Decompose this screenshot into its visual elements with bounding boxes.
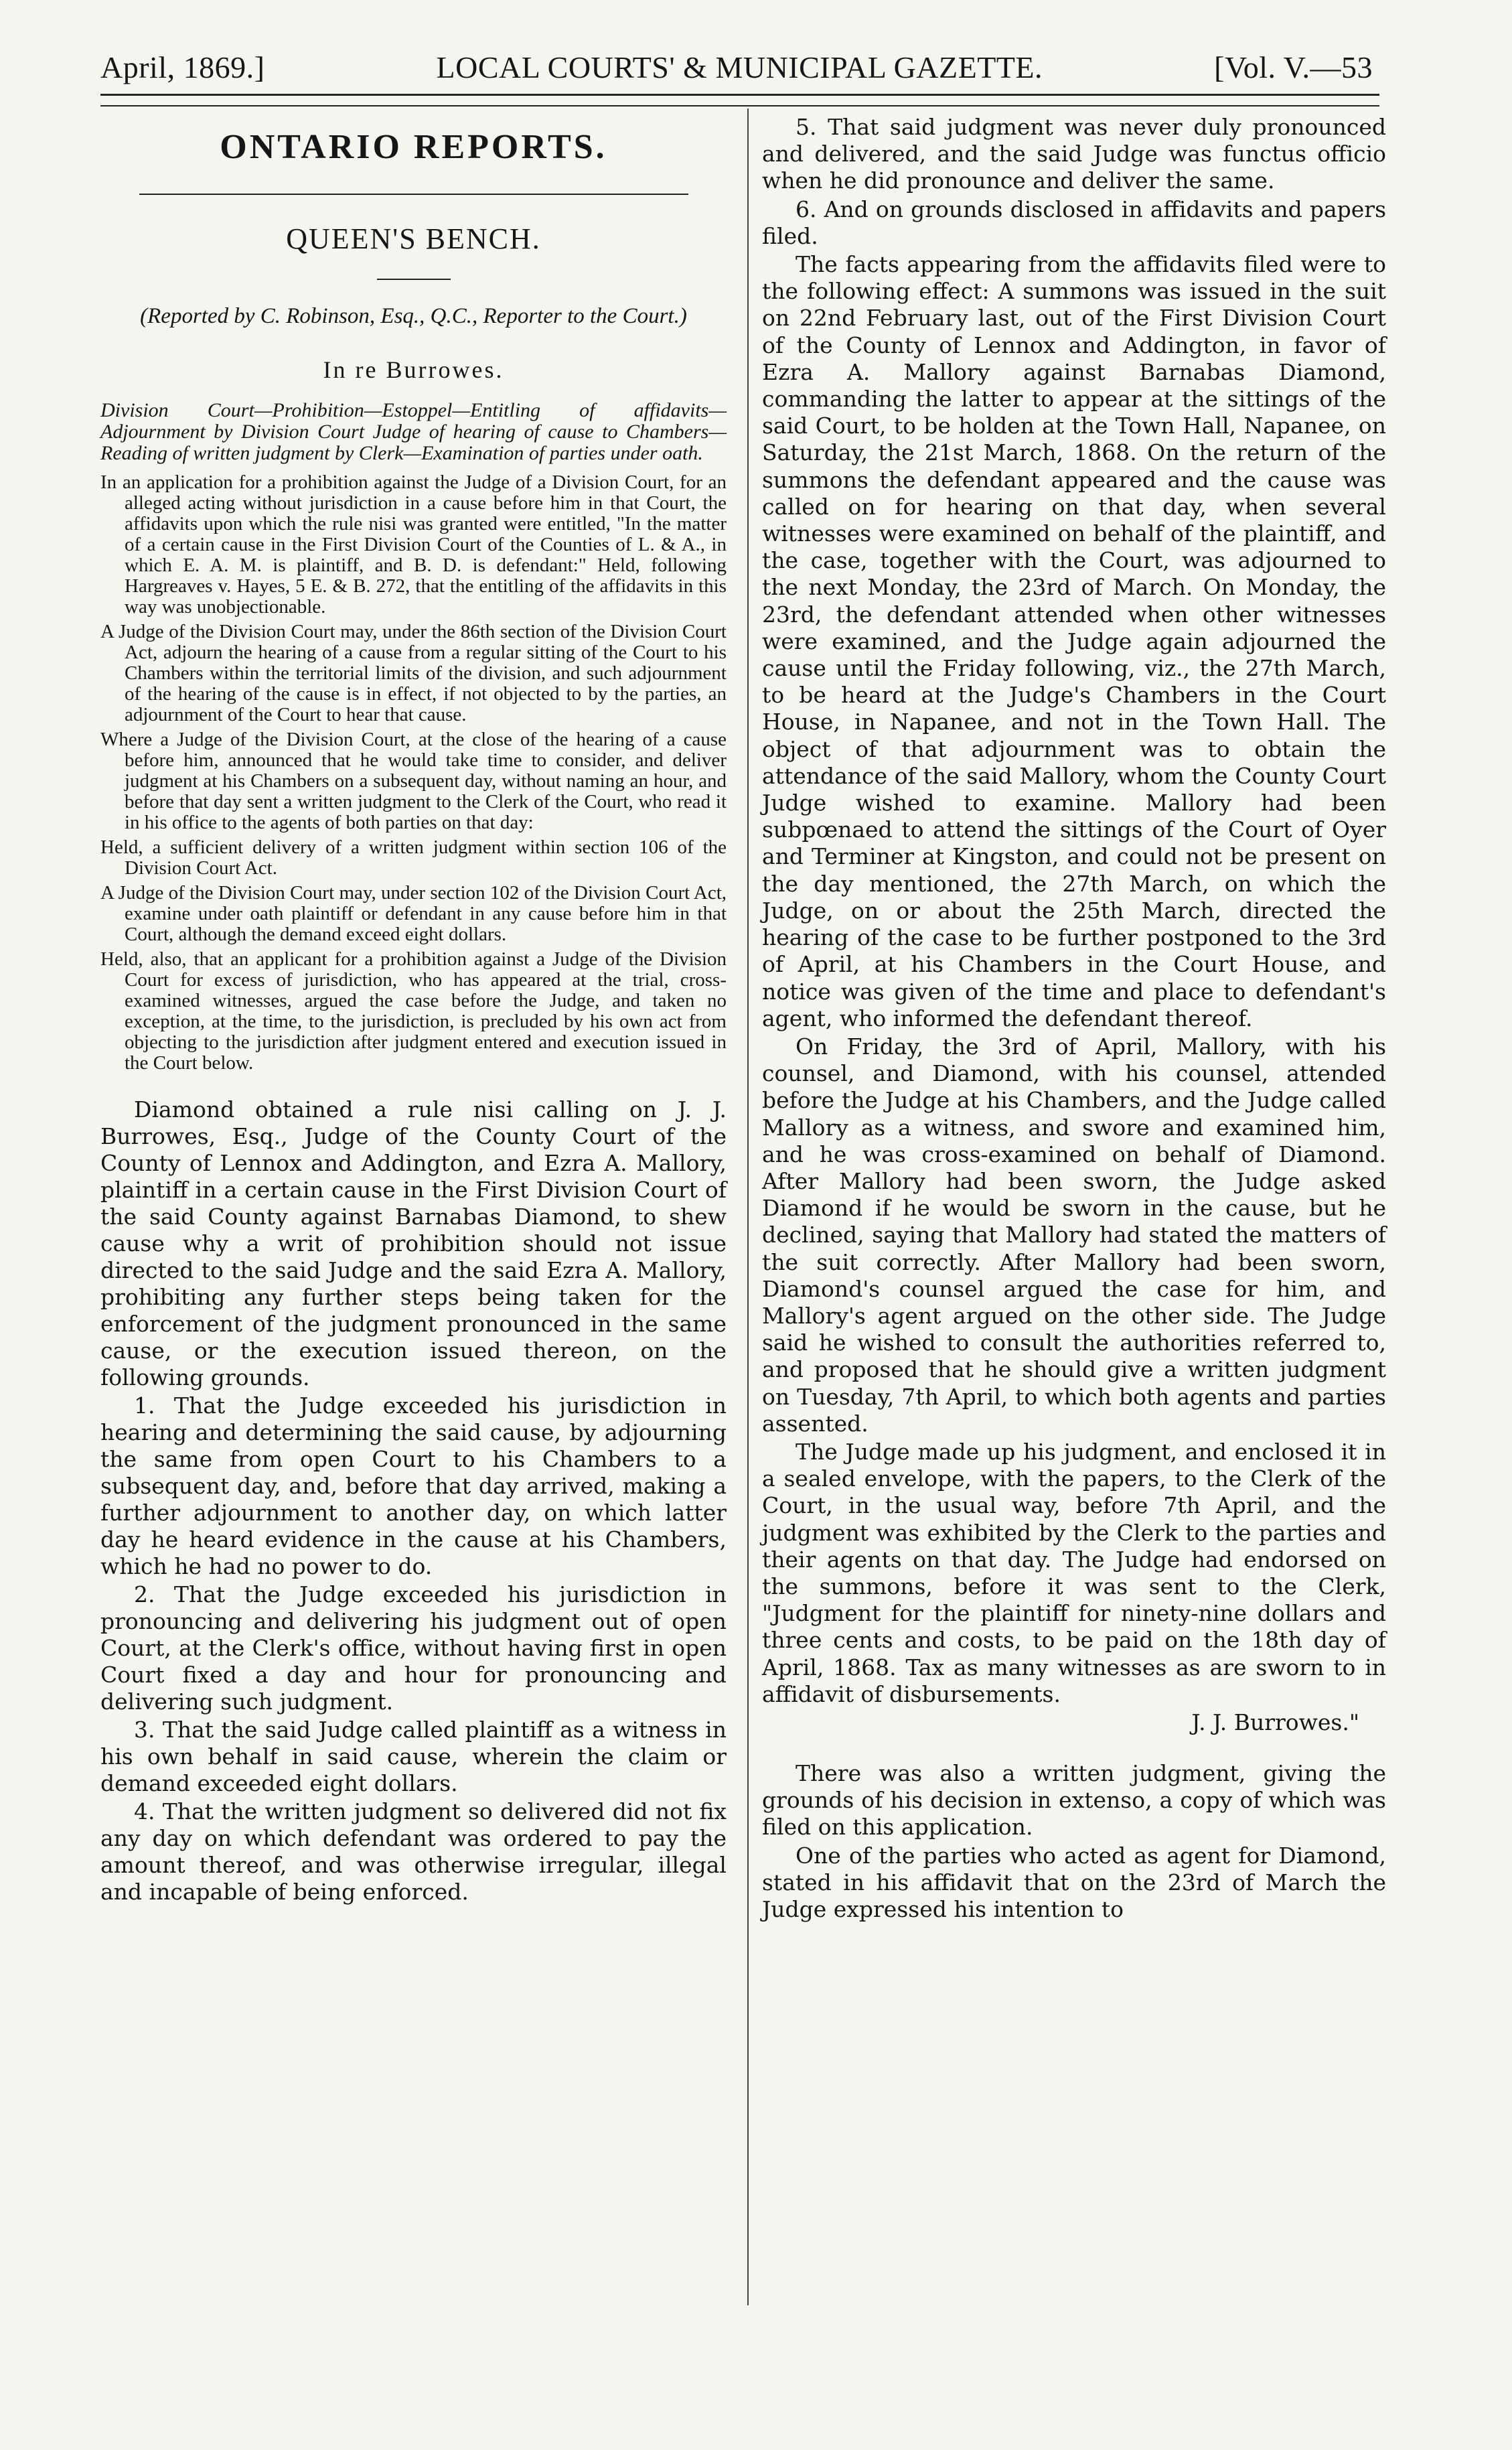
section-title: ONTARIO REPORTS.	[220, 128, 607, 166]
body-paragraph: Diamond obtained a rule nisi calling on J. J. Burrowes, Esq., Judge of the County Court of the County of Lennox and Addington, and Ezra A. Mallory, plaintiff in a certain cause in the First Division Court of the said County against Barnabas Diamond, to shew cause why a writ of prohibition should not issue directed to the said Judge and the said Ezra A. Mallory, prohibiting any further steps being taken for the enforcement of the judgment pronounced in the same cause, or the execution issued thereon, on the following grounds.	[100, 1096, 727, 1390]
headnote-item: Where a Judge of the Division Court, at the close of the hearing of a cause before him, announced that he would take time to consider, and deliver judgment at his Chambers on a subsequent day, without naming an hour, and before that day sent a written judgment to the Clerk of the Court, who read it in his office to the agents of both parties on that day:	[100, 729, 727, 833]
headnote-item: A Judge of the Division Court may, under the 86th section of the Division Court Act, adjourn the hearing of a cause from a regular sitting of the Court to his Chambers within the territorial limits of the division, and such adjournment of the hearing of the cause is in effect, if not objected to by the parties, an adjournment of the Court to hear that cause.	[100, 621, 727, 725]
column-divider	[747, 109, 749, 2305]
ground-paragraph: 1. That the Judge exceeded his jurisdiction in hearing and determining the said cause, by adjourning the same from open Court to his Chambers to a subsequent day, and, before that day arrived, making a further adjournment to another day, on which latter day he heard evidence in the cause at his Chambers, which he had no power to do.	[100, 1392, 727, 1579]
facts-paragraph: There was also a written judgment, giving the grounds of his decision in extenso, a copy of which was filed on this application.	[762, 1759, 1386, 1841]
volume-page-number: [Vol. V.—53	[1214, 50, 1373, 84]
facts-paragraph: The facts appearing from the affidavits filed were to the following effect: A summons was issued in the suit on 22nd February last, out of the First Division Court of the County of Lennox and Addington, in favor of Ezra A. Mallory against Barnabas Diamond, commanding the latter to appear at the sittings of the said Court, to be holden at the Town Hall, Napanee, on Saturday, the 21st March, 1868. On the return of the summons the defendant appeared and the cause was called on for hearing on that day, when several witnesses were examined on behalf of the plaintiff, and the case, together with the Court, was adjourned to the next Monday, the 23rd of March. On Monday, the 23rd, the defendant attended when other witnesses were examined, and the Judge again adjourned the cause until the Friday following, viz., the 27th March, to be heard at the Judge's Chambers in the Court House, in Napanee, and not in the Town Hall. The object of that adjournment was to obtain the attendance of the said Mallory, whom the County Court Judge wished to examine. Mallory had been subpœnaed to attend the sittings of the Court of Oyer and Terminer at Kingston, and could not be present on the day mentioned, the 27th March, on which the Judge, on or about the 25th March, directed the hearing of the case to be further postponed to the 3rd of April, at his Chambers in the Court House, and notice was given of the time and place to defendant's agent, who informed the defendant thereof.	[762, 251, 1386, 1031]
court-rule	[377, 279, 451, 280]
ground-paragraph: 3. That the said Judge called plaintiff as a witness in his own behalf in said cause, wherein the claim or demand exceeded eight dollars.	[100, 1717, 727, 1796]
reporter-line: (Reported by C. Robinson, Esq., Q.C., Reporter to the Court.)	[140, 304, 687, 328]
facts-paragraph: On Friday, the 3rd of April, Mallory, with his counsel, and Diamond, with his counsel, attended before the Judge at his Chambers, and the Judge called Mallory as a witness, and swore and examined him, and he was cross-examined on behalf of Diamond. After Mallory had been sworn, the Judge asked Diamond if he would be sworn in the cause, but he declined, saying that Mallory had stated the matters of the suit correctly. After Mallory had been sworn, Diamond's counsel argued the case for him, and Mallory's agent argued on the other side. The Judge said he wished to consult the authorities referred to, and proposed that he should give a written judgment on Tuesday, 7th April, to which both agents and parties assented.	[762, 1033, 1386, 1437]
right-column	[762, 114, 1386, 1924]
issue-date: April, 1869.]	[100, 50, 265, 84]
facts-paragraph: One of the parties who acted as agent for Diamond, stated in his affidavit that on the 23rd of March the Judge expressed his intention to	[762, 1842, 1386, 1922]
ground-paragraph: 6. And on grounds disclosed in affidavits and papers filed.	[762, 196, 1386, 249]
header-double-rule	[100, 94, 1379, 106]
section-rule	[139, 194, 688, 195]
running-head	[100, 40, 1373, 94]
left-column	[100, 114, 727, 1907]
headnote-item: A Judge of the Division Court may, under section 102 of the Division Court Act, examine under oath plaintiff or defendant in any cause before him in that Court, although the demand exceed eight dollars.	[100, 882, 727, 945]
headnote-item: Held, a sufficient delivery of a written judgment within section 106 of the Division Court Act.	[100, 837, 727, 879]
facts-paragraph: The Judge made up his judgment, and enclosed it in a sealed envelope, with the papers, to the Clerk of the Court, in the usual way, before 7th April, and the judgment was exhibited by the Clerk to the parties and their agents on that day. The Judge had endorsed on the summons, before it was sent to the Clerk, "Judgment for the plaintiff for ninety-nine dollars and three cents and costs, to be paid on the 18th day of April, 1868. Tax as many witnesses as are sworn to in affidavit of disbursements.	[762, 1438, 1386, 1707]
publication-title: LOCAL COURTS' & MUNICIPAL GAZETTE.	[436, 50, 1043, 84]
judge-signature: J. J. Burrowes."	[1191, 1709, 1359, 1735]
ground-paragraph: 4. That the written judgment so delivered did not fix any day on which defendant was ordered to pay the amount thereof, and was otherwise irregular, illegal and incapable of being enforced.	[100, 1798, 727, 1905]
headnote-subject: Division Court—Prohibition—Estoppel—Entitling of affidavits—Adjournment by Division Court Judge of hearing of cause to Chambers—Reading of written judgment by Clerk—Examination of parties under oath.	[100, 399, 727, 464]
headnote-item: In an application for a prohibition against the Judge of a Division Court, for an alleged acting without jurisdiction in a cause before him in that Court, the affidavits upon which the rule nisi was granted were entitled, "In the matter of a certain cause in the First Division Court of the Counties of L. & A., in which E. A. M. is plaintiff, and B. D. is defendant:" Held, following Hargreaves v. Hayes, 5 E. & B. 272, that the entitling of the affidavits in this way was unobjectionable.	[100, 472, 727, 618]
ground-paragraph: 5. That said judgment was never duly pronounced and delivered, and the said Judge was functus officio when he did pronounce and deliver the same.	[762, 114, 1386, 194]
headnote-item: Held, also, that an applicant for a prohibition against a Judge of the Division Court for excess of jurisdiction, who has appeared at the trial, cross-examined witnesses, argued the case before the Judge, and taken no exception, at the time, to the jurisdiction, is precluded by his own act from objecting to the jurisdiction after judgment entered and execution issued in the Court below.	[100, 948, 727, 1074]
ground-paragraph: 2. That the Judge exceeded his jurisdiction in pronouncing and delivering his judgment out of open Court, at the Clerk's office, without having first in open Court fixed a day and hour for pronouncing and delivering such judgment.	[100, 1581, 727, 1715]
case-title: In re Burrowes.	[323, 356, 504, 383]
court-name: QUEEN'S BENCH.	[286, 222, 541, 255]
